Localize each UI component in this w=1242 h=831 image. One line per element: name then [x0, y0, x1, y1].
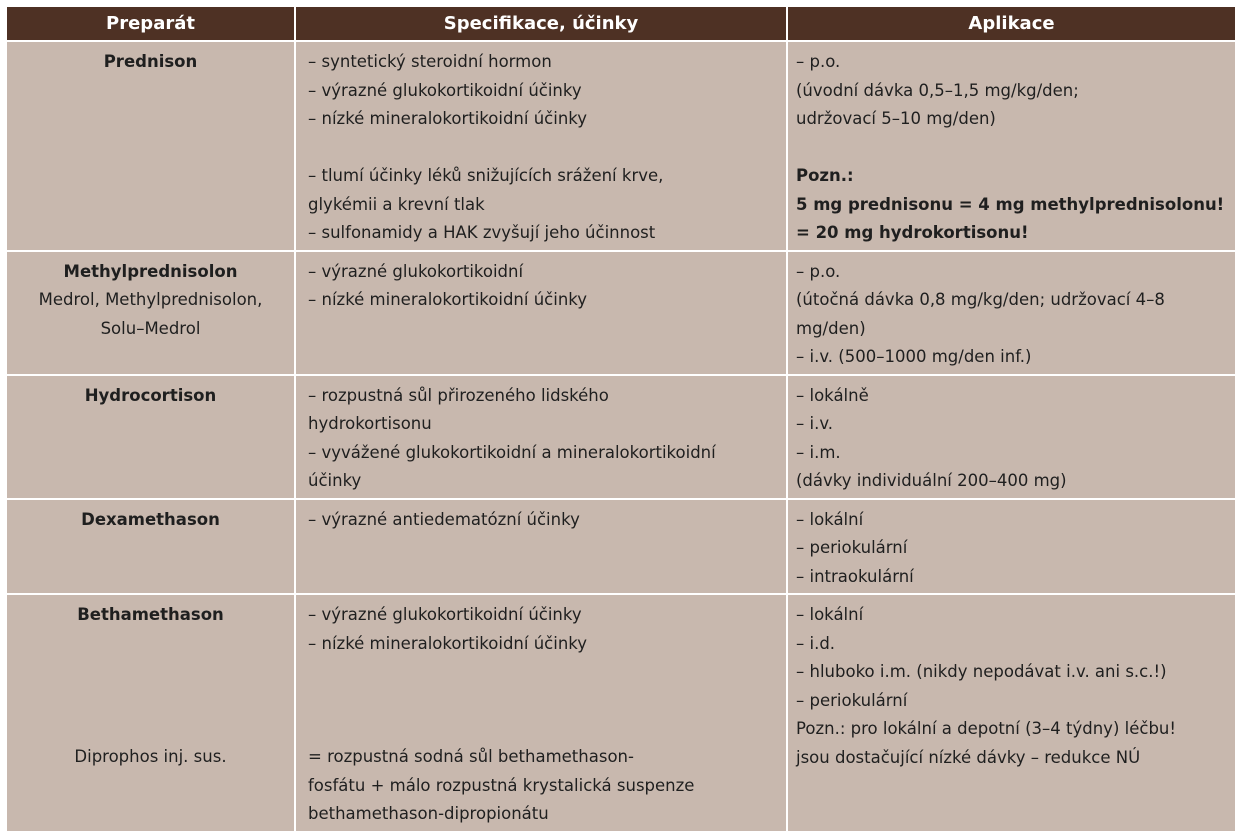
brand-names: Solu–Medrol [100, 318, 201, 338]
header-preparat: Preparát [7, 7, 295, 41]
spec-line: = rozpustná sodná sůl bethamethason- [308, 747, 634, 766]
app-line: – p.o. [796, 261, 841, 281]
app-line: (útočná dávka 0,8 mg/kg/den; udržovací 4–8 [796, 290, 1165, 309]
spec-line: – rozpustná sůl přirozeného lidského [308, 385, 609, 405]
app-line: – p.o. [796, 52, 841, 71]
drug-name: Hydrocortison [84, 385, 217, 405]
spec-line: – vyvážené glukokortikoidní a mineralokortikoidní [308, 442, 716, 462]
note-line: jsou dostačující nízké dávky – redukce NÚ [796, 747, 1141, 767]
spacer [11, 630, 290, 716]
brand-names: Medrol, Methylprednisolon, [38, 290, 263, 309]
cell-specifikace [295, 251, 787, 375]
cell-aplikace [787, 41, 1235, 251]
table-row-methylprednisolon [7, 251, 1235, 375]
drug-name: Bethamethason [77, 605, 224, 624]
spec-line: – nízké mineralokortikoidní účinky [308, 290, 588, 309]
cell-preparat [7, 251, 295, 375]
spec-line: – výrazné glukokortikoidní účinky [308, 80, 582, 100]
spacer [796, 134, 1229, 163]
cell-preparat [7, 375, 295, 499]
table-header-row [7, 7, 1235, 41]
drug-table-container [7, 7, 1235, 831]
app-line: – hluboko i.m. (nikdy nepodávat i.v. ani s.c.!) [796, 662, 1167, 681]
app-line: – periokulární [796, 690, 908, 710]
cell-specifikace [295, 375, 787, 499]
cell-specifikace [295, 594, 787, 831]
drug-name: Methylprednisolon [63, 261, 238, 281]
cell-specifikace [295, 41, 787, 251]
cell-aplikace [787, 251, 1235, 375]
app-line: (úvodní dávka 0,5–1,5 mg/kg/den; [796, 80, 1079, 100]
app-line: – i.v. (500–1000 mg/den inf.) [796, 347, 1032, 366]
app-line: – lokální [796, 605, 864, 624]
spacer [308, 658, 778, 715]
cell-aplikace [787, 499, 1235, 595]
header-specifikace: Specifikace, účinky [295, 7, 787, 41]
app-line: – intraokulární [796, 566, 914, 586]
cell-specifikace [295, 499, 787, 595]
spec-line: – výrazné glukokortikoidní [308, 261, 524, 281]
sub-drug-name: Diprophos inj. sus. [74, 747, 227, 766]
cell-aplikace [787, 594, 1235, 831]
cell-preparat [7, 41, 295, 251]
corticosteroid-table [7, 7, 1235, 831]
spec-line: – sulfonamidy a HAK zvyšují jeho účinnost [308, 223, 656, 242]
table-row-hydrocortison [7, 375, 1235, 499]
table-row-bethamethason [7, 594, 1235, 831]
spec-line: – tlumí účinky léků snižujících srážení krve, [308, 166, 664, 185]
cell-preparat [7, 499, 295, 595]
header-aplikace: Aplikace [787, 7, 1235, 41]
note-line: = 20 mg hydrokortisonu! [796, 223, 1029, 242]
note-line: Pozn.: pro lokální a depotní (3–4 týdny) léčbu! [796, 719, 1176, 738]
spec-line: fosfátu + málo rozpustná krystalická suspenze [308, 775, 695, 795]
app-line: – lokálně [796, 385, 869, 405]
app-line: – lokální [796, 509, 864, 529]
app-line: udržovací 5–10 mg/den) [796, 109, 996, 128]
table-row-prednison [7, 41, 1235, 251]
spec-line: – výrazné antiedematózní účinky [308, 509, 580, 529]
note-line: 5 mg prednisonu = 4 mg methylprednisolonu! [796, 194, 1225, 214]
app-line: mg/den) [796, 318, 866, 338]
spec-line: bethamethason-dipropionátu [308, 804, 549, 823]
app-line: – i.m. [796, 442, 841, 462]
app-line: – i.d. [796, 633, 836, 653]
spec-line: účinky [308, 471, 362, 490]
spacer [308, 134, 778, 163]
cell-aplikace [787, 375, 1235, 499]
spec-line: – nízké mineralokortikoidní účinky [308, 633, 588, 653]
table-row-dexamethason [7, 499, 1235, 595]
drug-name: Prednison [103, 52, 198, 71]
drug-name: Dexamethason [81, 509, 220, 529]
spec-line: – nízké mineralokortikoidní účinky [308, 109, 588, 128]
app-line: – i.v. [796, 414, 834, 433]
app-line: (dávky individuální 200–400 mg) [796, 471, 1067, 490]
spec-line: – výrazné glukokortikoidní účinky [308, 605, 582, 624]
app-line: – periokulární [796, 538, 908, 557]
spec-line: – syntetický steroidní hormon [308, 52, 552, 71]
cell-preparat [7, 594, 295, 831]
spec-line: glykémii a krevní tlak [308, 194, 485, 214]
spec-line: hydrokortisonu [308, 414, 432, 433]
note-label: Pozn.: [796, 166, 854, 185]
